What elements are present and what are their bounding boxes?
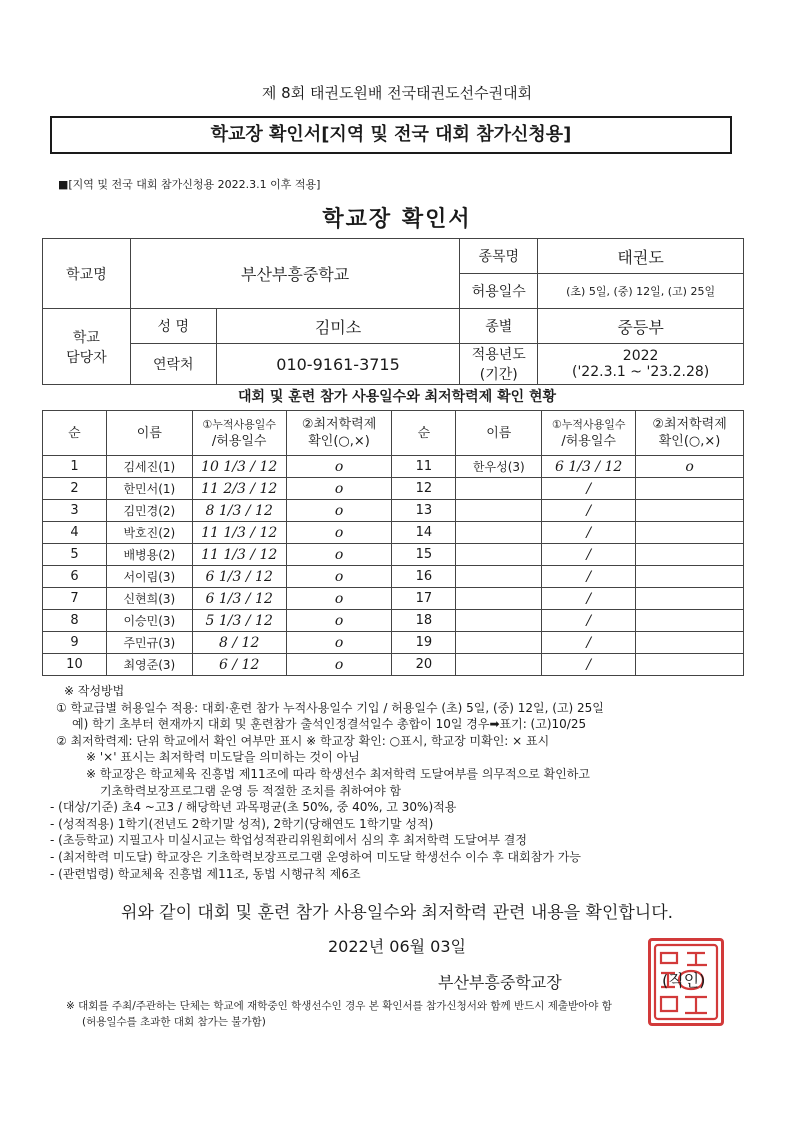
used-days: /	[542, 588, 636, 610]
student-name: 이승민(3)	[106, 610, 192, 632]
table-row	[43, 566, 744, 588]
used-days: /	[542, 632, 636, 654]
table-row	[43, 632, 744, 654]
year-label	[460, 344, 538, 385]
minimum-grade-check: o	[286, 544, 392, 566]
minimum-grade-check	[636, 654, 744, 676]
event-label: 종목명	[460, 239, 538, 274]
banner-title: 학교장 확인서[지역 및 전국 대회 참가신청용]	[50, 116, 732, 154]
guide-item: ※ '×' 표시는 최저학력 미도달을 의미하는 것이 아님	[86, 750, 360, 765]
guide-item: 기초학력보장프로그램 운영 등 적절한 조치를 취하여야 함	[100, 783, 402, 798]
col-check	[286, 411, 392, 456]
row-no: 15	[392, 544, 456, 566]
guide-item: 예) 학기 초부터 현재까지 대회 및 훈련참가 출석인정결석일수 총합이 10일 경우➡표기: (고)10/25	[72, 717, 587, 732]
guide-heading: ※ 작성방법	[64, 684, 125, 698]
col-days-line2: /허용일수	[211, 434, 267, 449]
col-check-right-line1: ②최저학력제	[652, 417, 727, 432]
principal-name: 부산부흥중학교장	[438, 973, 562, 992]
col-no: 순	[43, 411, 107, 456]
col-days-line1: ①누적사용일수	[202, 418, 276, 431]
school-label: 학교명	[43, 239, 131, 309]
used-days: /	[542, 478, 636, 500]
student-name: 김세진(1)	[106, 456, 192, 478]
guide-item: ① 학교급별 허용일수 적용: 대회·훈련 참가 누적사용일수 기입 / 허용일수 (초) 5일, (중) 12일, (고) 25일	[56, 700, 604, 715]
guide-item: - (관련법령) 학교체육 진흥법 제11조, 동법 시행규칙 제6조	[50, 866, 361, 881]
name-label: 성 명	[130, 309, 216, 344]
year-value-line1: 2022	[622, 348, 659, 364]
minimum-grade-check: o	[286, 500, 392, 522]
allowed-days-value: (초) 5일, (중) 12일, (고) 25일	[538, 274, 744, 309]
used-days: 11 1/3 / 12	[192, 544, 286, 566]
row-no: 6	[43, 566, 107, 588]
table-row	[43, 588, 744, 610]
minimum-grade-check: o	[286, 632, 392, 654]
confirm-statement: 위와 같이 대회 및 훈련 참가 사용일수와 최저학력 관련 내용을 확인합니다.	[120, 903, 674, 923]
row-no: 1	[43, 456, 107, 478]
minimum-grade-check	[636, 632, 744, 654]
col-name: 이름	[106, 411, 192, 456]
col-check-right-line2: 확인(○,×)	[658, 434, 721, 449]
student-name: 한우성(3)	[456, 456, 542, 478]
name-value: 김미소	[216, 309, 460, 344]
manager-label-line2: 담당자	[66, 349, 107, 366]
school-value: 부산부흥중학교	[130, 239, 459, 309]
contact-value: 010-9161-3715	[216, 344, 460, 385]
col-days	[192, 411, 286, 456]
used-days: 11 1/3 / 12	[192, 522, 286, 544]
row-no: 2	[43, 478, 107, 500]
minimum-grade-check	[636, 544, 744, 566]
student-name	[456, 478, 542, 500]
minimum-grade-check: o	[286, 654, 392, 676]
student-name	[456, 522, 542, 544]
status-table	[42, 410, 744, 676]
table-row	[43, 654, 744, 676]
guide-item: ※ 학교장은 학교체육 진흥법 제11조에 따라 학생선수 최저학력 도달여부를 의무적으로 확인하고	[86, 766, 590, 781]
minimum-grade-check	[636, 566, 744, 588]
col-days-right-line2: /허용일수	[561, 434, 616, 449]
guide-item: - (최저학력 미도달) 학교장은 기초학력보장프로그램 운영하여 미도달 학생선수 이수 후 대회참가 가능	[50, 849, 581, 864]
used-days: 11 2/3 / 12	[192, 478, 286, 500]
student-name	[456, 588, 542, 610]
student-name: 서이림(3)	[106, 566, 192, 588]
writing-guide	[50, 683, 756, 882]
student-name	[456, 544, 542, 566]
used-days: /	[542, 544, 636, 566]
col-check-line1: ②최저학력제	[301, 417, 377, 432]
student-name: 김민경(2)	[106, 500, 192, 522]
division-value: 중등부	[538, 309, 744, 344]
col-days-right	[542, 411, 636, 456]
row-no: 8	[43, 610, 107, 632]
student-name	[456, 610, 542, 632]
event-value: 태권도	[538, 239, 744, 274]
used-days: /	[542, 500, 636, 522]
col-check-line2: 확인(○,×)	[308, 434, 370, 449]
row-no: 19	[392, 632, 456, 654]
student-name: 주민규(3)	[106, 632, 192, 654]
manager-label-line1: 학교	[72, 329, 100, 346]
minimum-grade-check	[636, 500, 744, 522]
row-no: 10	[43, 654, 107, 676]
table-row	[43, 500, 744, 522]
manager-label	[43, 309, 131, 385]
status-table-header	[43, 411, 744, 456]
used-days: 6 1/3 / 12	[542, 456, 636, 478]
student-name: 박호진(2)	[106, 522, 192, 544]
guide-item: - (초등학교) 지필고사 미실시교는 학업성적관리위원회에서 심의 후 최저학력 도달여부 결정	[50, 833, 527, 848]
student-name	[456, 632, 542, 654]
minimum-grade-check: o	[286, 566, 392, 588]
year-label-line1: 적용년도	[471, 347, 526, 363]
minimum-grade-check: o	[286, 610, 392, 632]
row-no: 20	[392, 654, 456, 676]
used-days: 8 1/3 / 12	[192, 500, 286, 522]
used-days: /	[542, 522, 636, 544]
student-name: 최영준(3)	[106, 654, 192, 676]
row-no: 4	[43, 522, 107, 544]
used-days: 8 / 12	[192, 632, 286, 654]
row-no: 16	[392, 566, 456, 588]
used-days: 5 1/3 / 12	[192, 610, 286, 632]
used-days: 6 / 12	[192, 654, 286, 676]
used-days: /	[542, 566, 636, 588]
student-name: 한민서(1)	[106, 478, 192, 500]
row-no: 9	[43, 632, 107, 654]
row-no: 12	[392, 478, 456, 500]
used-days: /	[542, 610, 636, 632]
row-no: 18	[392, 610, 456, 632]
student-name: 배병용(2)	[106, 544, 192, 566]
guide-item: - (대상/기준) 초4 ~고3 / 해당학년 과목평균(초 50%, 중 40%, 고 30%)적용	[50, 800, 457, 815]
status-title: 대회 및 훈련 참가 사용일수와 최저학력제 확인 현황	[237, 389, 557, 405]
main-title: 학교장 확인서	[322, 207, 472, 232]
table-row	[43, 522, 744, 544]
student-name: 신현희(3)	[106, 588, 192, 610]
col-days-right-line1: ①누적사용일수	[551, 418, 626, 431]
guide-item: - (성적적용) 1학기(전년도 2학기말 성적), 2학기(당해연도 1학기말 성적)	[50, 816, 434, 831]
year-value-line2: ('22.3.1 ~ '23.2.28)	[572, 364, 710, 380]
minimum-grade-check	[636, 522, 744, 544]
minimum-grade-check: o	[286, 588, 392, 610]
year-label-line2: (기간)	[479, 367, 518, 383]
minimum-grade-check: o	[286, 478, 392, 500]
row-no: 3	[43, 500, 107, 522]
table-row	[43, 478, 744, 500]
competition-title: 제 8회 태권도원배 전국태권도선수권대회	[261, 84, 533, 102]
minimum-grade-check: o	[286, 522, 392, 544]
division-label: 종별	[460, 309, 538, 344]
row-no: 7	[43, 588, 107, 610]
minimum-grade-check: o	[286, 456, 392, 478]
seal-mark-text: (직인)	[662, 971, 706, 990]
guide-item: ② 최저학력제: 단위 학교에서 확인 여부만 표시 ※ 학교장 확인: ○표시, 학교장 미확인: × 표시	[56, 733, 550, 748]
footer-note-sub: (허용일수를 초과한 대회 참가는 불가함)	[82, 1016, 266, 1028]
student-name	[456, 566, 542, 588]
minimum-grade-check	[636, 588, 744, 610]
footer-note: ※ 대회를 주최/주관하는 단체는 학교에 재학중인 학생선수인 경우 본 확인서를 참가신청서와 함께 반드시 제출받아야 함	[66, 1000, 612, 1012]
used-days: 6 1/3 / 12	[192, 588, 286, 610]
used-days: /	[542, 654, 636, 676]
used-days: 10 1/3 / 12	[192, 456, 286, 478]
table-row	[43, 456, 744, 478]
allowed-days-label: 허용일수	[460, 274, 538, 309]
row-no: 13	[392, 500, 456, 522]
minimum-grade-check: o	[636, 456, 744, 478]
student-name	[456, 654, 542, 676]
student-name	[456, 500, 542, 522]
row-no: 5	[43, 544, 107, 566]
row-no: 11	[392, 456, 456, 478]
apply-note: ■[지역 및 전국 대회 참가신청용 2022.3.1 이후 적용]	[58, 178, 321, 191]
col-check-right	[636, 411, 744, 456]
used-days: 6 1/3 / 12	[192, 566, 286, 588]
school-info-table	[42, 238, 744, 385]
table-row	[43, 610, 744, 632]
col-name-right: 이름	[456, 411, 542, 456]
table-row	[43, 544, 744, 566]
row-no: 17	[392, 588, 456, 610]
year-value	[538, 344, 744, 385]
col-no-right: 순	[392, 411, 456, 456]
row-no: 14	[392, 522, 456, 544]
issue-date: 2022년 06월 03일	[328, 937, 466, 956]
contact-label: 연락처	[130, 344, 216, 385]
minimum-grade-check	[636, 478, 744, 500]
minimum-grade-check	[636, 610, 744, 632]
